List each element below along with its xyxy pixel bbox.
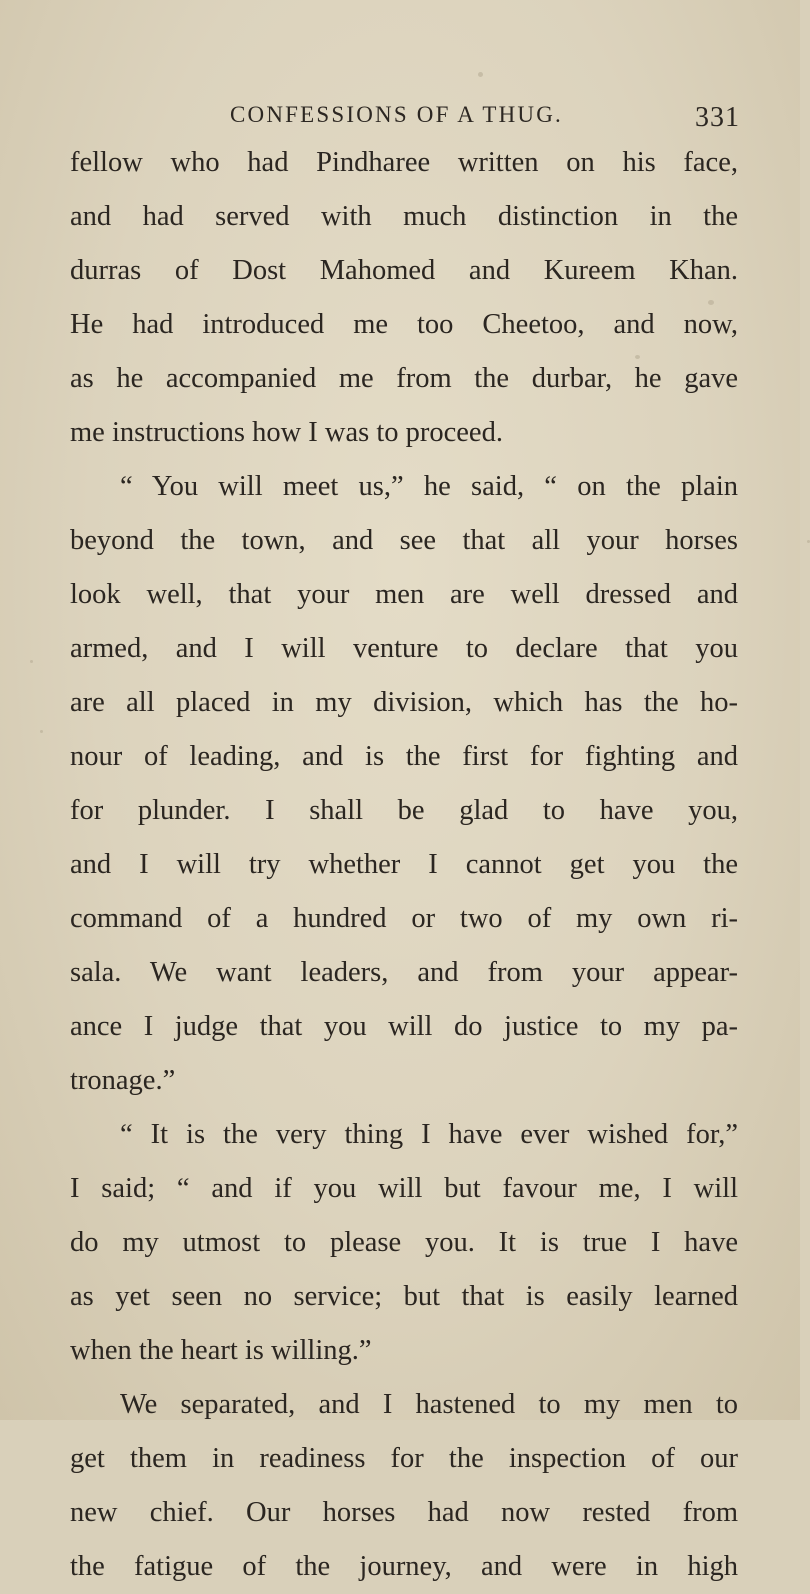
text-line: tronage.” xyxy=(70,1065,176,1096)
text-line: durras of Dost Mahomed and Kureem Khan. xyxy=(70,255,738,286)
text-line: We separated, and I hastened to my men to xyxy=(120,1389,738,1420)
text-line: when the heart is willing.” xyxy=(70,1335,372,1366)
text-line: He had introduced me too Cheetoo, and now, xyxy=(70,309,738,340)
text-line: armed, and I will venture to declare that you xyxy=(70,633,738,664)
paper-speck xyxy=(635,355,640,359)
text-line: and had served with much distinction in the xyxy=(70,201,738,232)
text-line: get them in readiness for the inspection of our xyxy=(70,1443,738,1474)
running-title: CONFESSIONS OF A THUG. xyxy=(230,102,563,127)
text-line: new chief. Our horses had now rested from xyxy=(70,1497,738,1528)
text-line: look well, that your men are well dressed and xyxy=(70,579,738,610)
page-number: 331 xyxy=(695,102,740,133)
text-line: are all placed in my division, which has the ho- xyxy=(70,687,738,718)
text-line: “ It is the very thing I have ever wished for,” xyxy=(120,1119,738,1150)
text-line: beyond the town, and see that all your horses xyxy=(70,525,738,556)
text-line: do my utmost to please you. It is true I have xyxy=(70,1227,738,1258)
text-line: fellow who had Pindharee written on his face, xyxy=(70,147,738,178)
text-line: and I will try whether I cannot get you the xyxy=(70,849,738,880)
text-line: command of a hundred or two of my own ri- xyxy=(70,903,738,934)
text-line: ance I judge that you will do justice to my pa- xyxy=(70,1011,738,1042)
text-line: as yet seen no service; but that is easily learned xyxy=(70,1281,738,1312)
text-line: nour of leading, and is the first for fighting and xyxy=(70,741,738,772)
text-line: “ You will meet us,” he said, “ on the plain xyxy=(120,471,738,502)
paper-speck xyxy=(478,72,483,77)
text-line: for plunder. I shall be glad to have you, xyxy=(70,795,738,826)
text-line: me instructions how I was to proceed. xyxy=(70,417,503,448)
paper-speck xyxy=(708,300,714,305)
text-line: sala. We want leaders, and from your appear- xyxy=(70,957,738,988)
text-line: as he accompanied me from the durbar, he gave xyxy=(70,363,738,394)
paper-speck xyxy=(40,730,43,733)
text-line: the fatigue of the journey, and were in high xyxy=(70,1551,738,1582)
paper-speck xyxy=(30,660,33,663)
text-line: I said; “ and if you will but favour me, I will xyxy=(70,1173,738,1204)
